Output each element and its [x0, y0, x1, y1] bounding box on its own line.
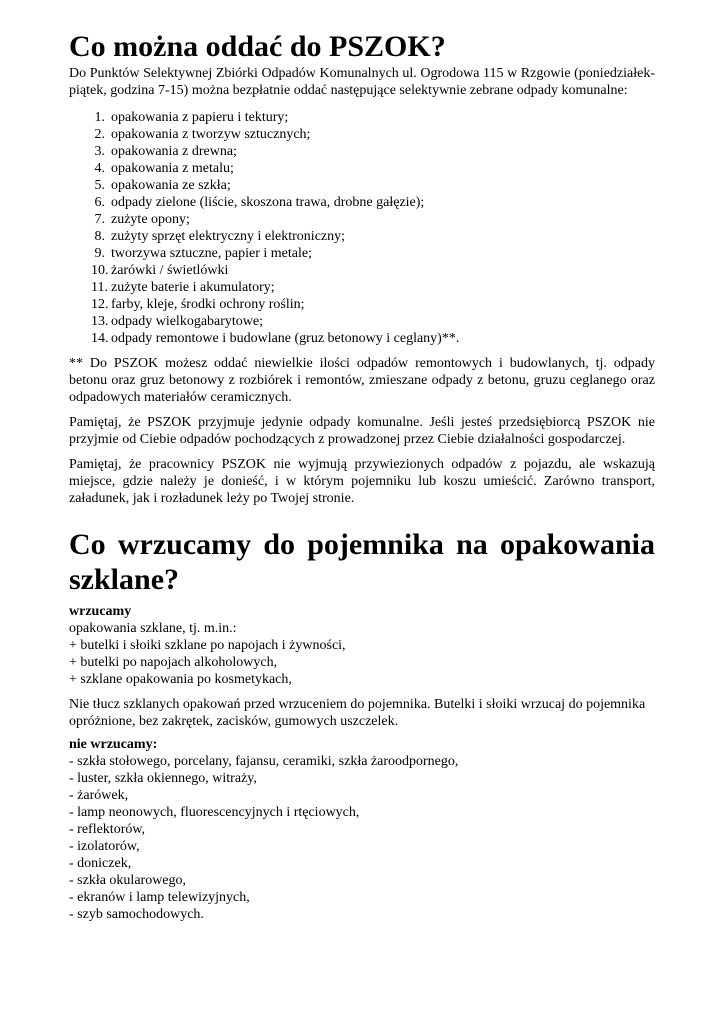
section1-title: Co można oddać do PSZOK? [69, 30, 446, 63]
accepted-line: opakowania szklane, tj. m.in.: [69, 621, 237, 636]
rejected-line: - izolatorów, [69, 839, 140, 854]
reminder-unloading: Pamiętaj, że pracownicy PSZOK nie wyjmują przywiezionych odpadów z pojazdu, ale wskazują miejsce, gdzie należy je donieść, i w którym pojemniku lub koszu umieścić. Zarówno transport, załadunek, jak i rozładunek leży po Twojej stronie. [69, 457, 655, 506]
list-item: 11. zużyte baterie i akumulatory; [91, 280, 275, 295]
list-item: 5. opakowania ze szkła; [94, 178, 231, 193]
accepted-waste-list [69, 109, 655, 347]
glass-instruction: Nie tłucz szklanych opakowań przed wrzuceniem do pojemnika. Butelki i słoiki wrzucaj do pojemnika opróżnione, bez zakrętek, zacisków, gumowych uszczelek. [69, 697, 646, 729]
accepted-line: + butelki po napojach alkoholowych, [69, 655, 278, 670]
reminder-municipal-only: Pamiętaj, że PSZOK przyjmuje jedynie odpady komunalne. Jeśli jesteś przedsiębiorcą PSZOK nie przyjmie od Ciebie odpadów pochodzących z prowadzonej przez Ciebie działalności gospodarczej. [69, 415, 655, 447]
list-item: 13. odpady wielkogabarytowe; [91, 314, 264, 329]
list-item: 4. opakowania z metalu; [94, 161, 234, 176]
rejected-line: - żarówek, [69, 788, 129, 803]
rejected-line: - szkła stołowego, porcelany, fajansu, ceramiki, szkła żaroodpornego, [69, 754, 459, 769]
document-page [69, 30, 655, 923]
list-item: 12. farby, kleje, środki ochrony roślin; [91, 297, 305, 312]
rejected-line: - reflektorów, [69, 822, 146, 837]
rejected-line: - szyb samochodowych. [69, 907, 204, 922]
rejected-line: - doniczek, [69, 856, 132, 871]
accepted-heading: wrzucamy [69, 604, 132, 619]
list-item: 3. opakowania z drewna; [94, 144, 237, 159]
list-item: 8. zużyty sprzęt elektryczny i elektroniczny; [94, 229, 346, 244]
section2-title: Co wrzucamy do pojemnika na opakowania szklane? [69, 528, 655, 596]
list-item: 14. odpady remontowe i budowlane (gruz betonowy i ceglany)**. [91, 331, 460, 346]
list-item: 2. opakowania z tworzyw sztucznych; [94, 127, 311, 142]
section1-intro: Do Punktów Selektywnej Zbiórki Odpadów Komunalnych ul. Ogrodowa 115 w Rzgowie (poniedziałek-piątek, godzina 7-15) można bezpłatnie oddać następujące selektywnie zebrane odpady komunalne: [69, 66, 655, 98]
rejected-heading: nie wrzucamy: [69, 737, 158, 752]
renovation-waste-note: ** Do PSZOK możesz oddać niewielkie ilości odpadów remontowych i budowlanych, tj. odpady betonu oraz gruz betonowy z rozbiórek i remontów, zmieszane odpady z betonu, gruzu ceglanego oraz odpadowych materiałów ceramicznych. [69, 356, 655, 405]
list-item: 6. odpady zielone (liście, skoszona trawa, drobne gałęzie); [94, 195, 425, 210]
list-item: 9. tworzywa sztuczne, papier i metale; [94, 246, 312, 261]
rejected-line: - szkła okularowego, [69, 873, 187, 888]
accepted-line: + butelki i słoiki szklane po napojach i żywności, [69, 638, 346, 653]
rejected-line: - luster, szkła okiennego, witraży, [69, 771, 257, 786]
list-item: 1. opakowania z papieru i tektury; [94, 110, 289, 125]
rejected-line: - ekranów i lamp telewizyjnych, [69, 890, 250, 905]
list-item: 10. żarówki / świetlówki [91, 263, 229, 278]
rejected-line: - lamp neonowych, fluorescencyjnych i rtęciowych, [69, 805, 360, 820]
accepted-line: + szklane opakowania po kosmetykach, [69, 672, 292, 687]
list-item: 7. zużyte opony; [94, 212, 190, 227]
